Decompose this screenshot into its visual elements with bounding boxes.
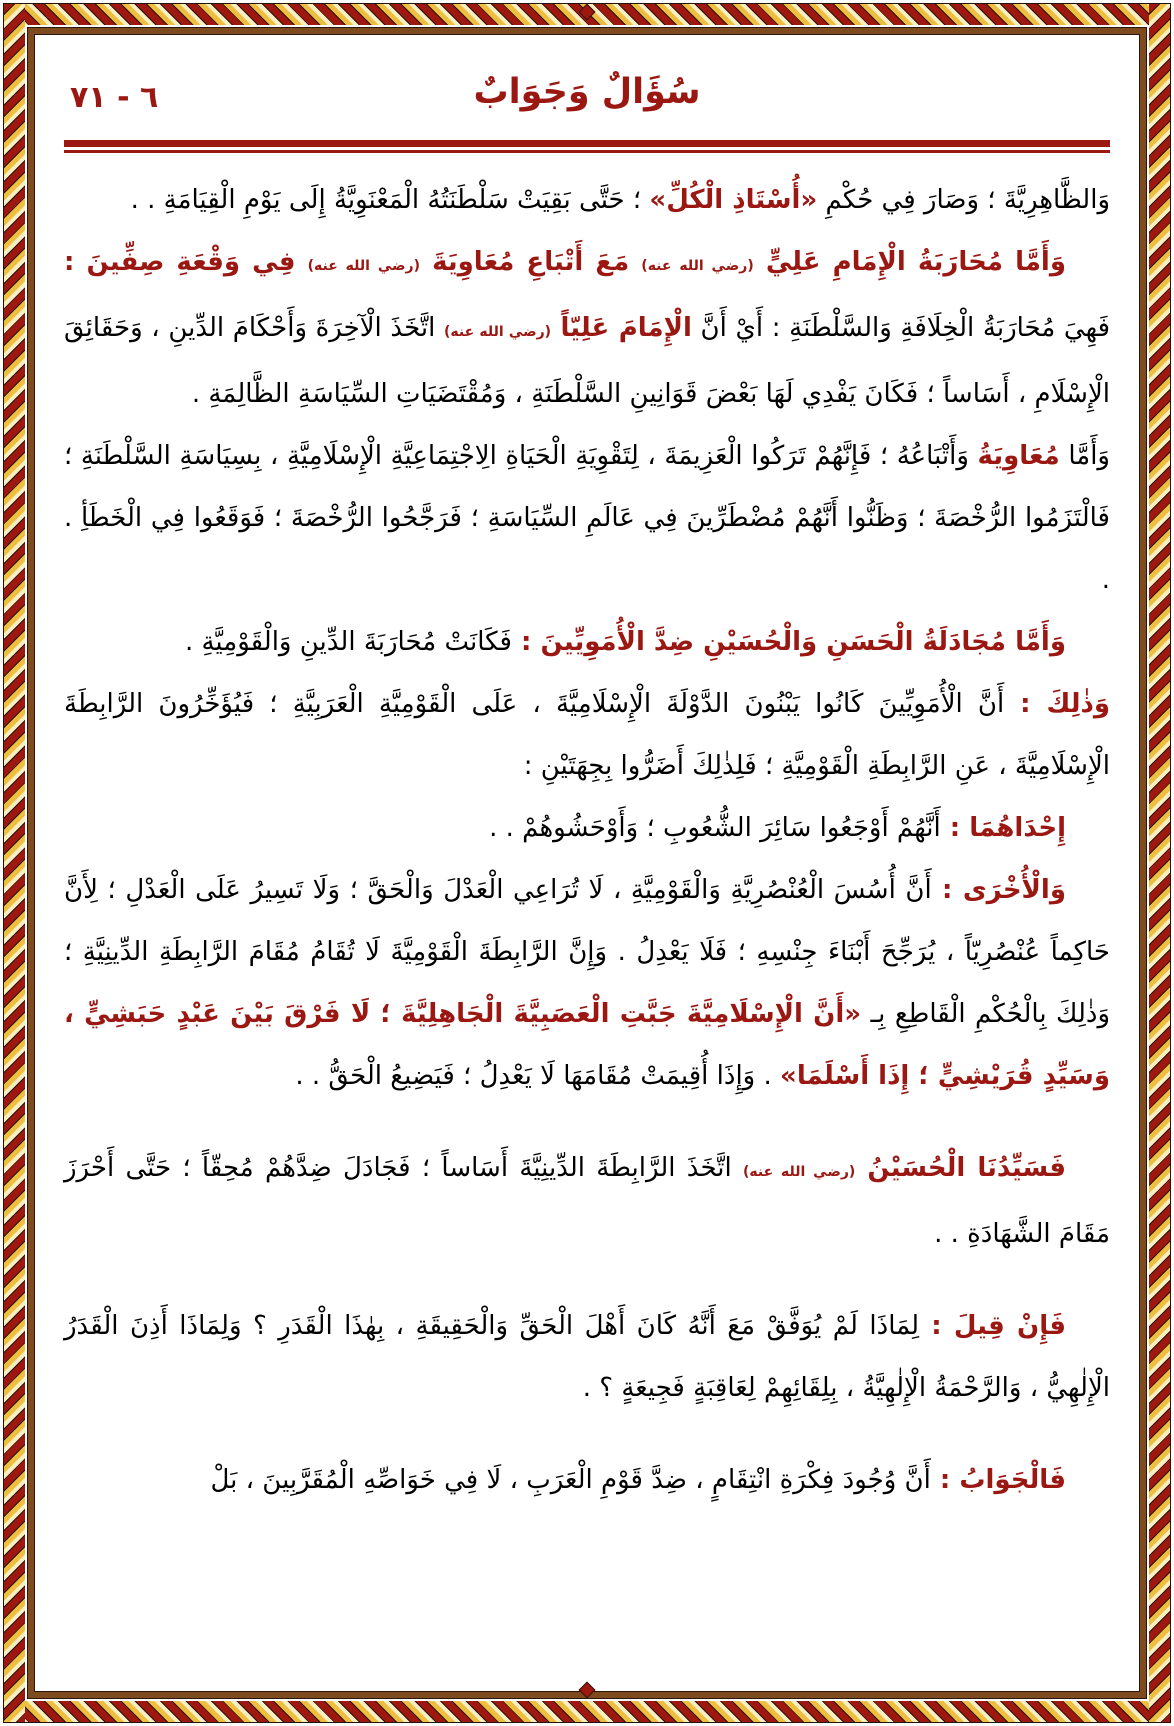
page-content <box>64 70 1110 1680</box>
text-run: وَذٰلِكَ : <box>1004 689 1110 719</box>
text-run: فَسَيِّدُنَا الْحُسَيْنُ <box>855 1153 1067 1183</box>
text-run: وَأَمَّا مُجَادَلَةُ الْحَسَنِ وَالْحُسَيْنِ ضِدَّ الْأُمَوِيِّينَ : <box>511 627 1066 657</box>
honorific-mark: (رضي الله عنه) <box>742 1164 856 1180</box>
paragraph <box>64 425 1110 611</box>
frame-chain-band-left <box>4 4 25 1722</box>
paragraph <box>64 673 1110 797</box>
text-run: . وَإِذَا أُقِيمَتْ مُقَامَهَا لَا يَعْدِلُ ؛ فَيَضِيعُ الْحَقُّ . . <box>295 1061 781 1091</box>
text-run: فَإِنْ قِيلَ : <box>919 1311 1066 1341</box>
text-run: فِي وَقْعَةِ صِفِّينَ : <box>64 247 308 277</box>
header-rule-thick <box>64 140 1110 147</box>
page-number: ٦ - ٧١ <box>70 80 159 115</box>
frame-chain-band-bottom <box>4 1701 1170 1722</box>
text-run: فَهِيَ مُحَارَبَةُ الْخِلَافَةِ وَالسَّلْطَنَةِ : أَيْ أَنَّ <box>691 313 1110 343</box>
text-run: «أُسْتَاذِ الْكُلِّ» <box>649 185 818 215</box>
text-run: «أَنَّ الْإِسْلَامِيَّةَ جَبَّتِ الْعَصَبِيَّةَ الْجَاهِلِيَّةَ ؛ لَا فَرْقَ بَيْنَ عَبْدٍ حَبَشِيٍّ ، وَسَيِّدٍ قُرَيْشِيٍّ ؛ إِذَا أَسْلَمَا» <box>64 999 1110 1091</box>
text-run: ؛ حَتَّى بَقِيَتْ سَلْطَنَتُهُ الْمَعْنَوِيَّةُ إِلَى يَوْمِ الْقِيَامَةِ . . <box>130 185 650 215</box>
text-run: فَالْجَوَابُ : <box>930 1465 1066 1495</box>
text-run: وَأَمَّا <box>1059 441 1110 471</box>
text-run: مُعَاوِيَةُ <box>977 441 1060 471</box>
text-run: وَالظَّاهِرِيَّةَ ؛ وَصَارَ فِي حُكْمِ <box>817 185 1110 215</box>
paragraph <box>64 611 1110 673</box>
paragraph <box>64 231 1110 425</box>
text-run: أَنَّهُمْ أَوْجَعُوا سَائِرَ الشُّعُوبِ ؛ وَأَوْحَشُوهُمْ . . <box>489 813 941 843</box>
honorific-mark: (رضي الله عنه) <box>307 258 421 274</box>
text-run: اتَّخَذَ الْآخِرَةَ وَأَحْكَامَ الدِّينِ ، وَحَقَائِقَ الْإِسْلَامِ ، أَسَاساً ؛ فَكَانَ يَفْدِي لَهَا بَعْضَ قَوَانِينِ السَّلْطَنَةِ ، وَمُقْتَضَيَاتِ السِّيَاسَةِ الظَّالِمَةِ . <box>64 313 1110 409</box>
honorific-mark: (رضي الله عنه) <box>443 324 552 340</box>
paragraph <box>64 797 1110 859</box>
paragraph <box>64 859 1110 1107</box>
text-run: وَالْأُخْرَى : <box>931 875 1066 905</box>
text-run: وَأَتْبَاعُهُ ؛ فَإِنَّهُمْ تَرَكُوا الْعَزِيمَةَ ، لِتَقْوِيَةِ الْحَيَاةِ الِاجْتِمَاعِيَّةِ الْإِسْلَامِيَّةِ ، بِسِيَاسَةِ السَّلْطَنَةِ ؛ فَالْتَزَمُوا الرُّخْصَةَ ؛ وَظَنُّوا أَنَّهُمْ مُضْطَرِّينَ فِي عَالَمِ السِّيَاسَةِ ؛ فَرَجَّحُوا الرُّخْصَةَ ؛ فَوَقَعُوا فِي الْخَطَأِ . . <box>64 441 1110 595</box>
paragraph <box>64 1449 1110 1511</box>
page-title: سُؤَالٌ وَجَوَابٌ <box>473 72 701 112</box>
text-run: فَكَانَتْ مُحَارَبَةَ الدِّينِ وَالْقَوْمِيَّةِ . <box>184 627 512 657</box>
text-run: وَأَمَّا مُحَارَبَةُ الْإِمَامِ عَلِيٍّ <box>753 247 1066 277</box>
text-run: مَعَ أَتْبَاعِ مُعَاوِيَةَ <box>420 247 642 277</box>
text-run: الْإِمَامَ عَلِيّاً <box>551 313 692 343</box>
frame-chain-band-right <box>1149 4 1170 1722</box>
paragraph <box>64 1137 1110 1265</box>
paragraph <box>64 1295 1110 1419</box>
honorific-mark: (رضي الله عنه) <box>641 258 754 274</box>
paragraph <box>64 169 1110 231</box>
header-rule <box>64 140 1110 153</box>
header-rule-thin <box>64 150 1110 153</box>
text-run: إِحْدَاهُمَا : <box>940 813 1066 843</box>
text-run: لِمَاذَا لَمْ يُوَفَّقْ مَعَ أَنَّهُ كَانَ أَهْلَ الْحَقِّ وَالْحَقِيقَةِ ، بِهٰذَا الْقَدَرِ ؟ وَلِمَاذَا أَذِنَ الْقَدَرُ الْإِلٰهِيُّ ، وَالرَّحْمَةُ الْإِلٰهِيَّةُ ، بِلِقَائِهِمْ لِعَاقِبَةٍ فَجِيعَةٍ ؟ . <box>64 1311 1110 1403</box>
text-run: أَنَّ الْأُمَوِيِّينَ كَانُوا يَبْنُونَ الدَّوْلَةَ الْإِسْلَامِيَّةَ ، عَلَى الْقَوْمِيَّةِ الْعَرَبِيَّةِ ؛ فَيُؤَخِّرُونَ الرَّابِطَةَ الْإِسْلَامِيَّةَ ، عَنِ الرَّابِطَةِ الْقَوْمِيَّةِ ؛ فَلِذٰلِكَ أَضَرُّوا بِجِهَتَيْنِ : <box>64 689 1110 781</box>
page-header <box>64 70 1110 130</box>
text-run: اتَّخَذَ الرَّابِطَةَ الدِّينِيَّةَ أَسَاساً ؛ فَجَادَلَ ضِدَّهُمْ مُحِقّاً ؛ حَتَّى أَحْرَزَ مَقَامَ الشَّهَادَةِ . . <box>64 1153 1110 1249</box>
body-text <box>64 169 1110 1511</box>
text-run: أَنَّ وُجُودَ فِكْرَةِ انْتِقَامٍ ، ضِدَّ قَوْمِ الْعَرَبِ ، لَا فِي خَوَاصِّهِ الْمُقَرَّبِينَ ، بَلْ <box>210 1465 931 1495</box>
text-run: أَنَّ أُسُسَ الْعُنْصُرِيَّةِ وَالْقَوْمِيَّةِ ، لَا تُرَاعِي الْعَدْلَ وَالْحَقَّ ؛ وَلَا تَسِيرُ عَلَى الْعَدْلِ ؛ لِأَنَّ حَاكِماً عُنْصُرِيّاً ، يُرَجِّحَ أَبْنَاءَ جِنْسِهِ ؛ فَلَا يَعْدِلُ . وَإِنَّ الرَّابِطَةَ الْقَوْمِيَّةَ لَا تُقَامُ مُقَامَ الرَّابِطَةِ الدِّينِيَّةِ ؛ وَذٰلِكَ بِالْحُكْمِ الْقَاطِعِ بِـ <box>64 875 1110 1029</box>
